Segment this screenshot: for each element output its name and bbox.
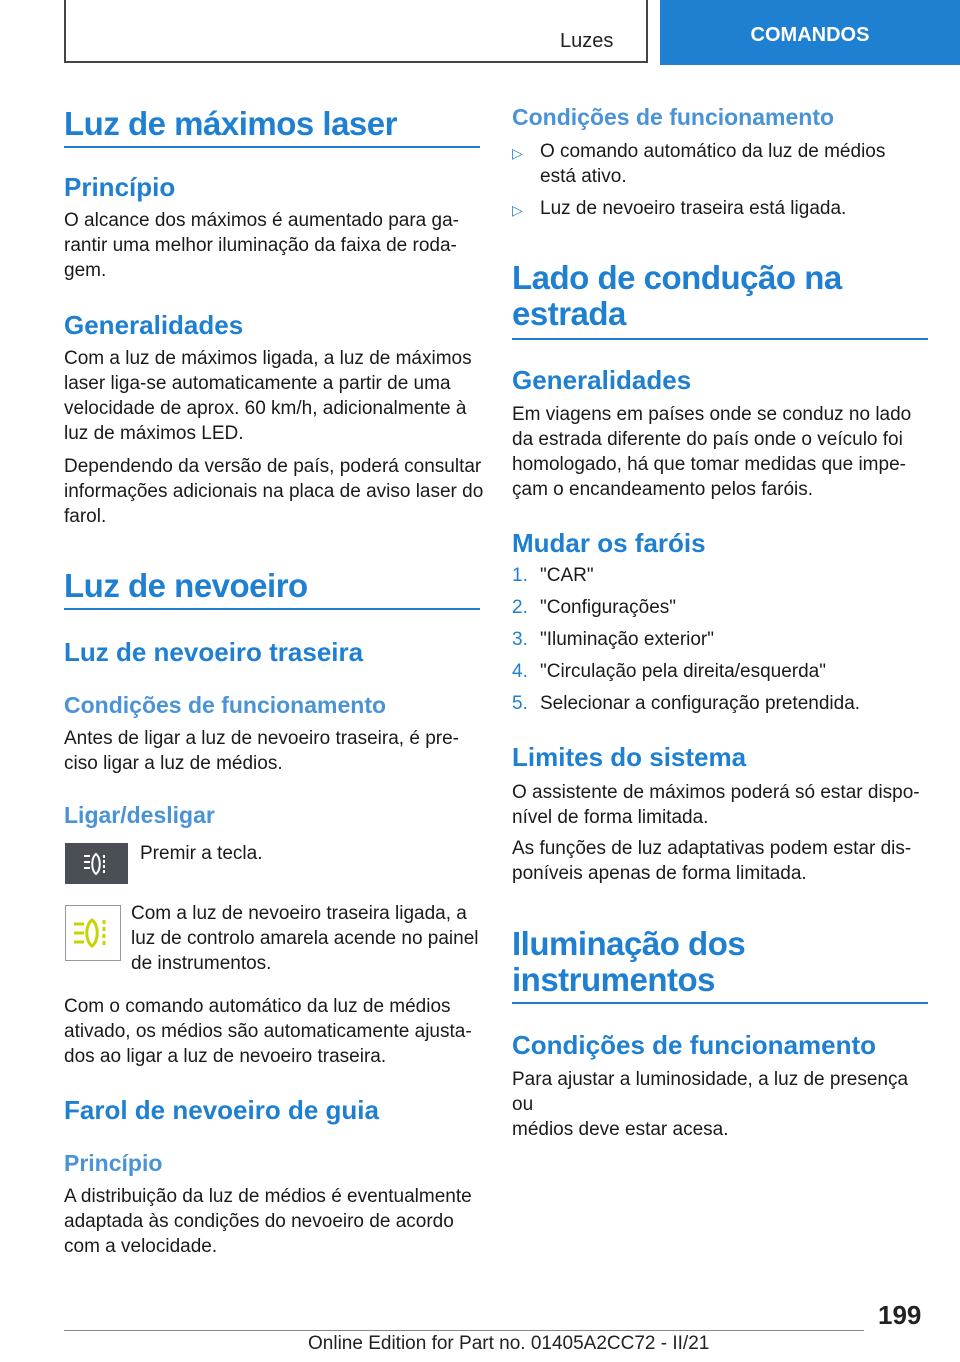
paragraph-generalidades-b [64,454,484,529]
text-line: poníveis apenas de forma limitada. [512,863,807,884]
text-line: çam o encandeamento pelos faróis. [512,479,814,500]
rear-fog-light-button-icon [65,843,128,884]
step-text: Selecionar a configuração pretendida. [540,693,861,714]
heading-rule [64,608,480,610]
heading-line: Lado de condução na [512,259,842,296]
heading-rule [64,146,480,148]
paragraph-auto [64,994,484,1069]
subheading-ligar-desligar: Ligar/desligar [64,802,215,828]
text-line: de instrumentos. [131,953,272,974]
chapter-tab[interactable]: COMANDOS [660,0,960,65]
footer-rule [64,1330,864,1331]
text-line: Em viagens em países onde se conduz no lado [512,404,912,425]
subheading-mudar-farois: Mudar os faróis [512,528,706,558]
rear-fog-light-button-icon-svg [80,851,114,877]
text-line: Com a luz de máximos ligada, a luz de máximos [64,348,472,369]
list-item [512,659,826,684]
text-line: Com a luz de nevoeiro traseira ligada, a [131,903,467,924]
text-line: luz de controlo amarela acende no painel [131,928,479,949]
step-number: 2. [512,597,528,618]
heading-line: Iluminação dos [512,925,746,962]
bullet-text [540,139,885,189]
paragraph-generalidades-2 [512,402,932,502]
section-title: Luzes [560,30,614,52]
text-line: homologado, há que tomar medidas que impe- [512,454,906,475]
heading-lado-conducao [512,260,928,332]
triangle-bullet-icon: ▷ [512,202,523,218]
heading-rule [512,338,928,340]
step-text: "Iluminação exterior" [540,629,715,650]
list-item [512,627,714,652]
paragraph-indicator [131,901,481,976]
step-number: 4. [512,661,528,682]
text-line: informações adicionais na placa de aviso laser do [64,481,484,502]
text-line: O alcance dos máximos é aumentado para ga- [64,210,459,231]
subheading-farol-guia: Farol de nevoeiro de guia [64,1095,379,1125]
step-text: "CAR" [540,565,594,586]
paragraph-principio-2 [64,1184,484,1259]
paragraph-condicoes [64,726,484,776]
step-text: "Configurações" [540,597,677,618]
subheading-generalidades-2: Generalidades [512,365,692,395]
text-line: As funções de luz adaptativas podem estar dis- [512,838,912,859]
text-line: farol. [64,506,107,527]
list-item [512,595,676,620]
text-line: laser liga-se automaticamente a partir de uma [64,373,451,394]
subheading-limites: Limites do sistema [512,742,747,772]
text-line: A distribuição da luz de médios é eventualmente [64,1186,472,1207]
text-line: dos ao ligar a luz de nevoeiro traseira. [64,1046,387,1067]
rear-fog-light-indicator-icon [65,905,121,961]
step-text: "Circulação pela direita/esquerda" [540,661,826,682]
text-line: velocidade de aprox. 60 km/h, adicionalmente à [64,398,467,419]
footer-edition: Online Edition for Part no. 01405A2CC72 - II/21 [308,1333,710,1354]
text-line: Para ajustar a luminosidade, a luz de presença ou [512,1069,909,1115]
subheading-principio: Princípio [64,172,176,202]
step-number: 5. [512,693,528,714]
text-line: O comando automático da luz de médios [540,141,886,162]
text-line: nível de forma limitada. [512,807,709,828]
paragraph-condicoes-3 [512,1067,932,1142]
text-line: com a velocidade. [64,1236,218,1257]
step-number: 3. [512,629,528,650]
text-line: Com o comando automático da luz de médios [64,996,451,1017]
list-item [512,563,594,588]
paragraph-principio [64,208,484,283]
list-item [512,691,860,716]
text-line: ativado, os médios são automaticamente ajusta- [64,1021,472,1042]
list-item [512,196,928,223]
bullet-text: Luz de nevoeiro traseira está ligada. [540,198,847,219]
triangle-bullet-icon: ▷ [512,145,523,161]
heading-luz-nevoeiro: Luz de nevoeiro [64,567,308,604]
heading-luz-maximos-laser: Luz de máximos laser [64,105,397,142]
subheading-nevoeiro-traseira: Luz de nevoeiro traseira [64,637,364,667]
paragraph-limites-b [512,836,932,886]
heading-iluminacao [512,926,928,998]
step-number: 1. [512,565,528,586]
text-line: Antes de ligar a luz de nevoeiro traseira, é pre- [64,728,459,749]
subheading-principio-2: Princípio [64,1150,163,1176]
text-line: luz de máximos LED. [64,423,244,444]
subheading-condicoes: Condições de funcionamento [64,692,387,718]
heading-line: estrada [512,295,626,332]
text-line: da estrada diferente do país onde o veículo foi [512,429,903,450]
paragraph-limites-a [512,780,932,830]
heading-rule [512,1002,928,1004]
text-line: adaptada às condições do nevoeiro de acordo [64,1211,454,1232]
subheading-generalidades: Generalidades [64,310,244,340]
list-item [512,139,928,189]
text-line: está ativo. [540,166,627,187]
subheading-condicoes-3: Condições de funcionamento [512,1030,877,1060]
text-line: ciso ligar a luz de médios. [64,753,283,774]
text-line: O assistente de máximos poderá só estar dispo- [512,782,920,803]
text-line: gem. [64,260,107,281]
heading-line: instrumentos [512,961,716,998]
rear-fog-light-indicator-icon-svg [70,916,116,950]
subheading-condicoes-2: Condições de funcionamento [512,104,835,130]
text-line: rantir uma melhor iluminação da faixa de roda- [64,235,457,256]
page-number: 199 [878,1300,922,1330]
text-line: Dependendo da versão de país, poderá consultar [64,456,482,477]
text-premir-tecla: Premir a tecla. [140,843,263,864]
paragraph-generalidades-a [64,346,484,446]
text-line: médios deve estar acesa. [512,1119,729,1140]
